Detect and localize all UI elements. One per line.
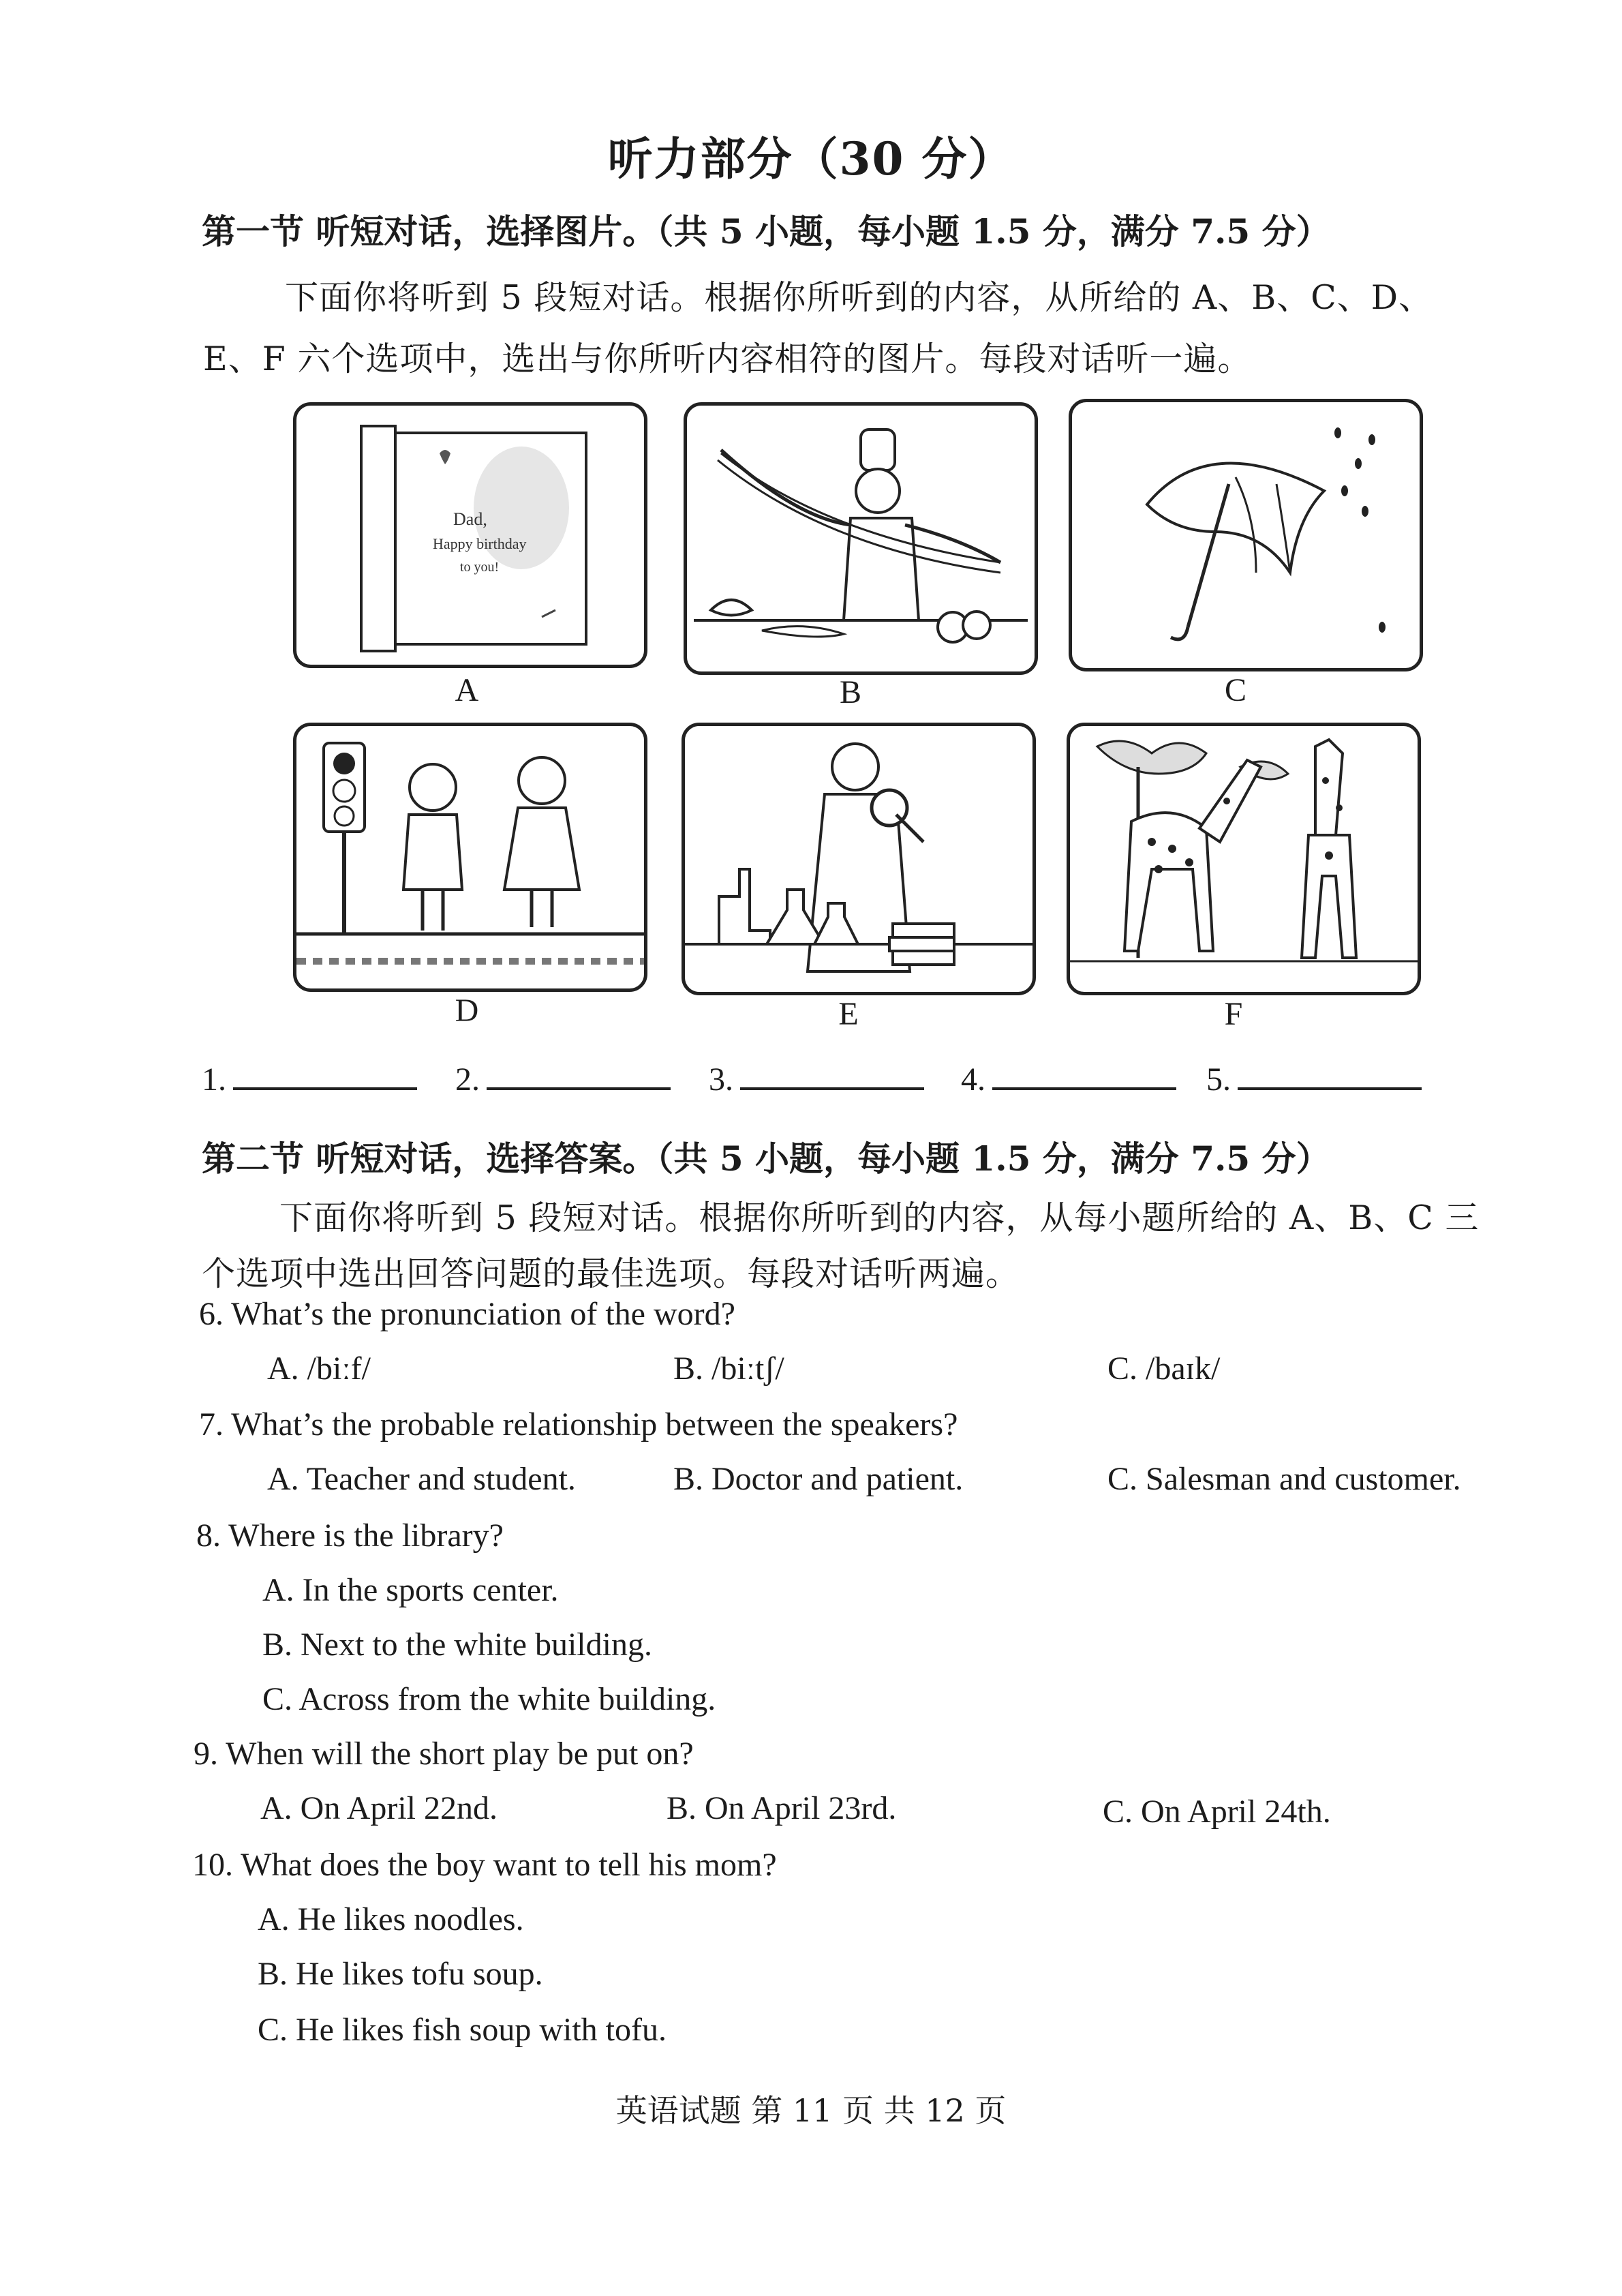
q7-option-b[interactable]: B. Doctor and patient.: [673, 1461, 964, 1497]
section1-instruction-line1: 下面你将听到 5 段短对话。根据你所听到的内容，从所给的 A、B、C、D、: [285, 278, 1433, 317]
q7-option-c[interactable]: C. Salesman and customer.: [1107, 1461, 1461, 1497]
answer-blank-5[interactable]: [1206, 1060, 1422, 1098]
picture-f-label: F: [1224, 996, 1243, 1032]
picture-e: [682, 723, 1036, 995]
q8-option-c[interactable]: C. Across from the white building.: [262, 1681, 716, 1717]
question-7: 7. What’s the probable relationship between the speakers?: [199, 1406, 958, 1442]
question-8: 8. Where is the library?: [196, 1517, 504, 1554]
picture-c-label: C: [1224, 672, 1246, 708]
section2-instruction-line1: 下面你将听到 5 段短对话。根据你所听到的内容，从每小题所给的 A、B、C 三: [279, 1198, 1480, 1237]
section2-heading: 第二节 听短对话，选择答案。（共 5 小题，每小题 1.5 分，满分 7.5 分）: [202, 1138, 1330, 1179]
blank-line: [992, 1060, 1176, 1090]
blank-number: 4.: [961, 1061, 985, 1098]
q8-option-b[interactable]: B. Next to the white building.: [262, 1627, 652, 1663]
chef-making-noodles-icon: [687, 406, 1035, 671]
card-text-line1: Dad,: [453, 509, 487, 529]
answer-blank-2[interactable]: [455, 1060, 671, 1098]
blank-line: [1238, 1060, 1422, 1090]
blank-number: 3.: [709, 1061, 733, 1098]
blank-number: 5.: [1206, 1061, 1231, 1098]
blank-number: 1.: [202, 1061, 226, 1098]
q9-option-a[interactable]: A. On April 22nd.: [260, 1790, 498, 1826]
answer-blank-3[interactable]: [709, 1060, 924, 1098]
q10-option-b[interactable]: B. He likes tofu soup.: [258, 1956, 543, 1992]
answer-blank-4[interactable]: [961, 1060, 1176, 1098]
blank-line: [740, 1060, 924, 1090]
section1-instruction-line2: E、F 六个选项中，选出与你所听内容相符的图片。每段对话听一遍。: [203, 339, 1252, 378]
q6-option-b[interactable]: B. /biːtʃ/: [673, 1350, 784, 1387]
picture-d-label: D: [455, 993, 479, 1029]
q7-option-a[interactable]: A. Teacher and student.: [267, 1461, 576, 1497]
children-at-traffic-light-icon: [296, 726, 644, 988]
scientist-laboratory-icon: [685, 726, 1032, 992]
q8-option-a[interactable]: A. In the sports center.: [262, 1572, 559, 1608]
q9-option-b[interactable]: B. On April 23rd.: [667, 1790, 897, 1826]
page-footer: 英语试题 第 11 页 共 12 页: [615, 2092, 1007, 2129]
birthday-card-icon: [296, 406, 644, 665]
q6-option-c[interactable]: C. /baɪk/: [1107, 1350, 1221, 1387]
q10-option-c[interactable]: C. He likes fish soup with tofu.: [258, 2012, 667, 2048]
picture-a: [293, 402, 647, 668]
question-6: 6. What’s the pronunciation of the word?: [199, 1296, 735, 1332]
giraffes-icon: [1070, 726, 1418, 992]
blank-line: [487, 1060, 671, 1090]
answer-blank-1[interactable]: [202, 1060, 417, 1098]
umbrella-rain-icon: [1072, 402, 1420, 668]
picture-d: [293, 723, 647, 992]
blank-number: 2.: [455, 1061, 480, 1098]
q6-option-a[interactable]: A. /biːf/: [267, 1350, 371, 1387]
picture-e-label: E: [838, 996, 859, 1032]
picture-b-label: B: [839, 674, 861, 710]
question-10: 10. What does the boy want to tell his mom?: [192, 1847, 777, 1883]
picture-f: [1067, 723, 1421, 995]
question-9: 9. When will the short play be put on?: [194, 1736, 694, 1772]
q9-option-c[interactable]: C. On April 24th.: [1103, 1794, 1331, 1830]
blank-line: [233, 1060, 417, 1090]
picture-c: [1069, 399, 1423, 671]
section2-instruction-line2: 个选项中选出回答问题的最佳选项。每段对话听两遍。: [202, 1254, 1020, 1293]
picture-a-label: A: [455, 672, 479, 708]
picture-b: [684, 402, 1038, 675]
page-title: 听力部分（30 分）: [607, 132, 1015, 185]
card-text-line3: to you!: [460, 560, 500, 575]
card-text-line2: Happy birthday: [433, 535, 527, 552]
q10-option-a[interactable]: A. He likes noodles.: [258, 1901, 524, 1937]
section1-heading: 第一节 听短对话，选择图片。（共 5 小题，每小题 1.5 分，满分 7.5 分）: [202, 211, 1330, 252]
